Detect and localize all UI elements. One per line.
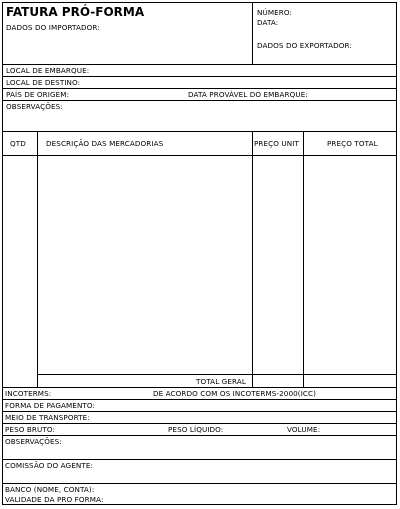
exporter-data-label: DADOS DO EXPORTADOR: [257, 41, 352, 50]
agent-commission-label: COMISSÃO DO AGENTE: [5, 461, 93, 470]
row-divider [3, 100, 396, 101]
destination-label: LOCAL DE DESTINO: [6, 78, 81, 87]
date-label: DATA: [257, 18, 279, 27]
row-divider [3, 387, 396, 388]
row-divider [3, 411, 396, 412]
unit-price-column-header: PREÇO UNIT [254, 139, 299, 148]
table-top-border [3, 131, 396, 132]
row-divider [3, 64, 396, 65]
shipment-date-label: DATA PROVÁVEL DO EMBARQUE: [188, 90, 308, 99]
unit-price-column-divider [303, 131, 304, 387]
net-weight-label: PESO LÍQUIDO: [168, 425, 224, 434]
port-of-loading-label: LOCAL DE EMBARQUE: [6, 66, 90, 75]
importer-data-label: DADOS DO IMPORTADOR: [6, 23, 100, 32]
description-column-header: DESCRIÇÃO DAS MERCADORIAS [46, 139, 164, 148]
transport-mode-label: MEIO DE TRANSPORTE: [5, 413, 90, 422]
validity-label: VALIDADE DA PRO FORMA: [5, 495, 104, 504]
footer-observations-label: OBSERVAÇÕES: [5, 437, 62, 446]
row-divider [3, 483, 396, 484]
row-divider [3, 459, 396, 460]
number-label: NÚMERO: [257, 8, 293, 17]
row-divider [3, 399, 396, 400]
row-divider [3, 76, 396, 77]
table-header-divider [3, 155, 396, 156]
payment-method-label: FORMA DE PAGAMENTO: [5, 401, 96, 410]
qty-column-header: QTD [10, 139, 26, 148]
total-price-column-header: PREÇO TOTAL [327, 139, 378, 148]
header-divider [252, 3, 253, 64]
document-title: FATURA PRÓ-FORMA [6, 5, 145, 19]
gross-weight-label: PESO BRUTO: [5, 425, 56, 434]
grand-total-label: TOTAL GERAL [196, 377, 246, 386]
incoterms-note: DE ACORDO COM OS INCOTERMS-2000(ICC) [153, 389, 317, 398]
observations-label: OBSERVAÇÕES: [6, 102, 63, 111]
row-divider [3, 435, 396, 436]
grand-total-row-top [37, 374, 396, 375]
proforma-invoice-form [2, 2, 397, 505]
qty-column-divider [37, 131, 38, 387]
origin-country-label: PAÍS DE ORIGEM: [6, 90, 70, 99]
volume-label: VOLUME: [287, 425, 321, 434]
row-divider [3, 423, 396, 424]
row-divider [3, 88, 396, 89]
incoterms-label: INCOTERMS: [5, 389, 52, 398]
description-column-divider [252, 131, 253, 387]
bank-label: BANCO (NOME, CONTA): [5, 485, 95, 494]
